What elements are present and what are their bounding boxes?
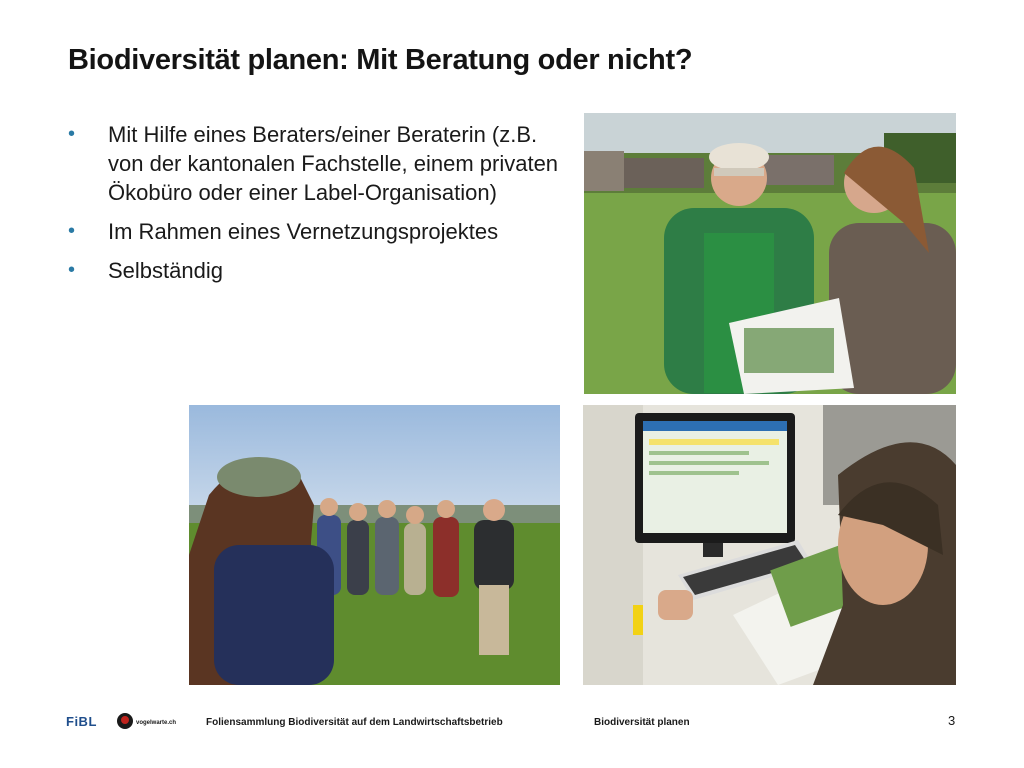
bullet-text: Im Rahmen eines Vernetzungsprojektes: [108, 219, 499, 244]
bullet-text: Mit Hilfe eines Beraters/einer Beraterin (z.B. von der kantonalen Fachstelle, einem privaten Ökobüro oder einer Label-Organisation): [108, 122, 559, 205]
bullet-icon: •: [68, 220, 76, 242]
vogelwarte-logo: [115, 711, 177, 731]
bullet-icon: •: [68, 259, 76, 281]
slide-title: Biodiversität planen: Mit Beratung oder nicht?: [68, 44, 693, 76]
page-number: 3: [948, 713, 956, 728]
footer-collection-title: Foliensammlung Biodiversität auf dem Landwirtschaftsbetrieb: [206, 717, 503, 728]
bullet-item: [68, 217, 573, 246]
photo-computer-planning: [583, 405, 956, 685]
vogelwarte-logo-text: vogelwarte.ch: [136, 720, 177, 726]
photo-advisor-farmer: [584, 113, 956, 394]
photo-group-field-meeting: [189, 405, 560, 685]
bullet-list: [68, 120, 573, 295]
bullet-icon: •: [68, 123, 76, 145]
bullet-text: Selbständig: [108, 258, 223, 283]
bullet-item: [68, 256, 573, 285]
bullet-item: [68, 120, 573, 207]
fibl-logo: FiBL: [66, 714, 97, 729]
footer-section-title: Biodiversität planen: [594, 717, 690, 728]
